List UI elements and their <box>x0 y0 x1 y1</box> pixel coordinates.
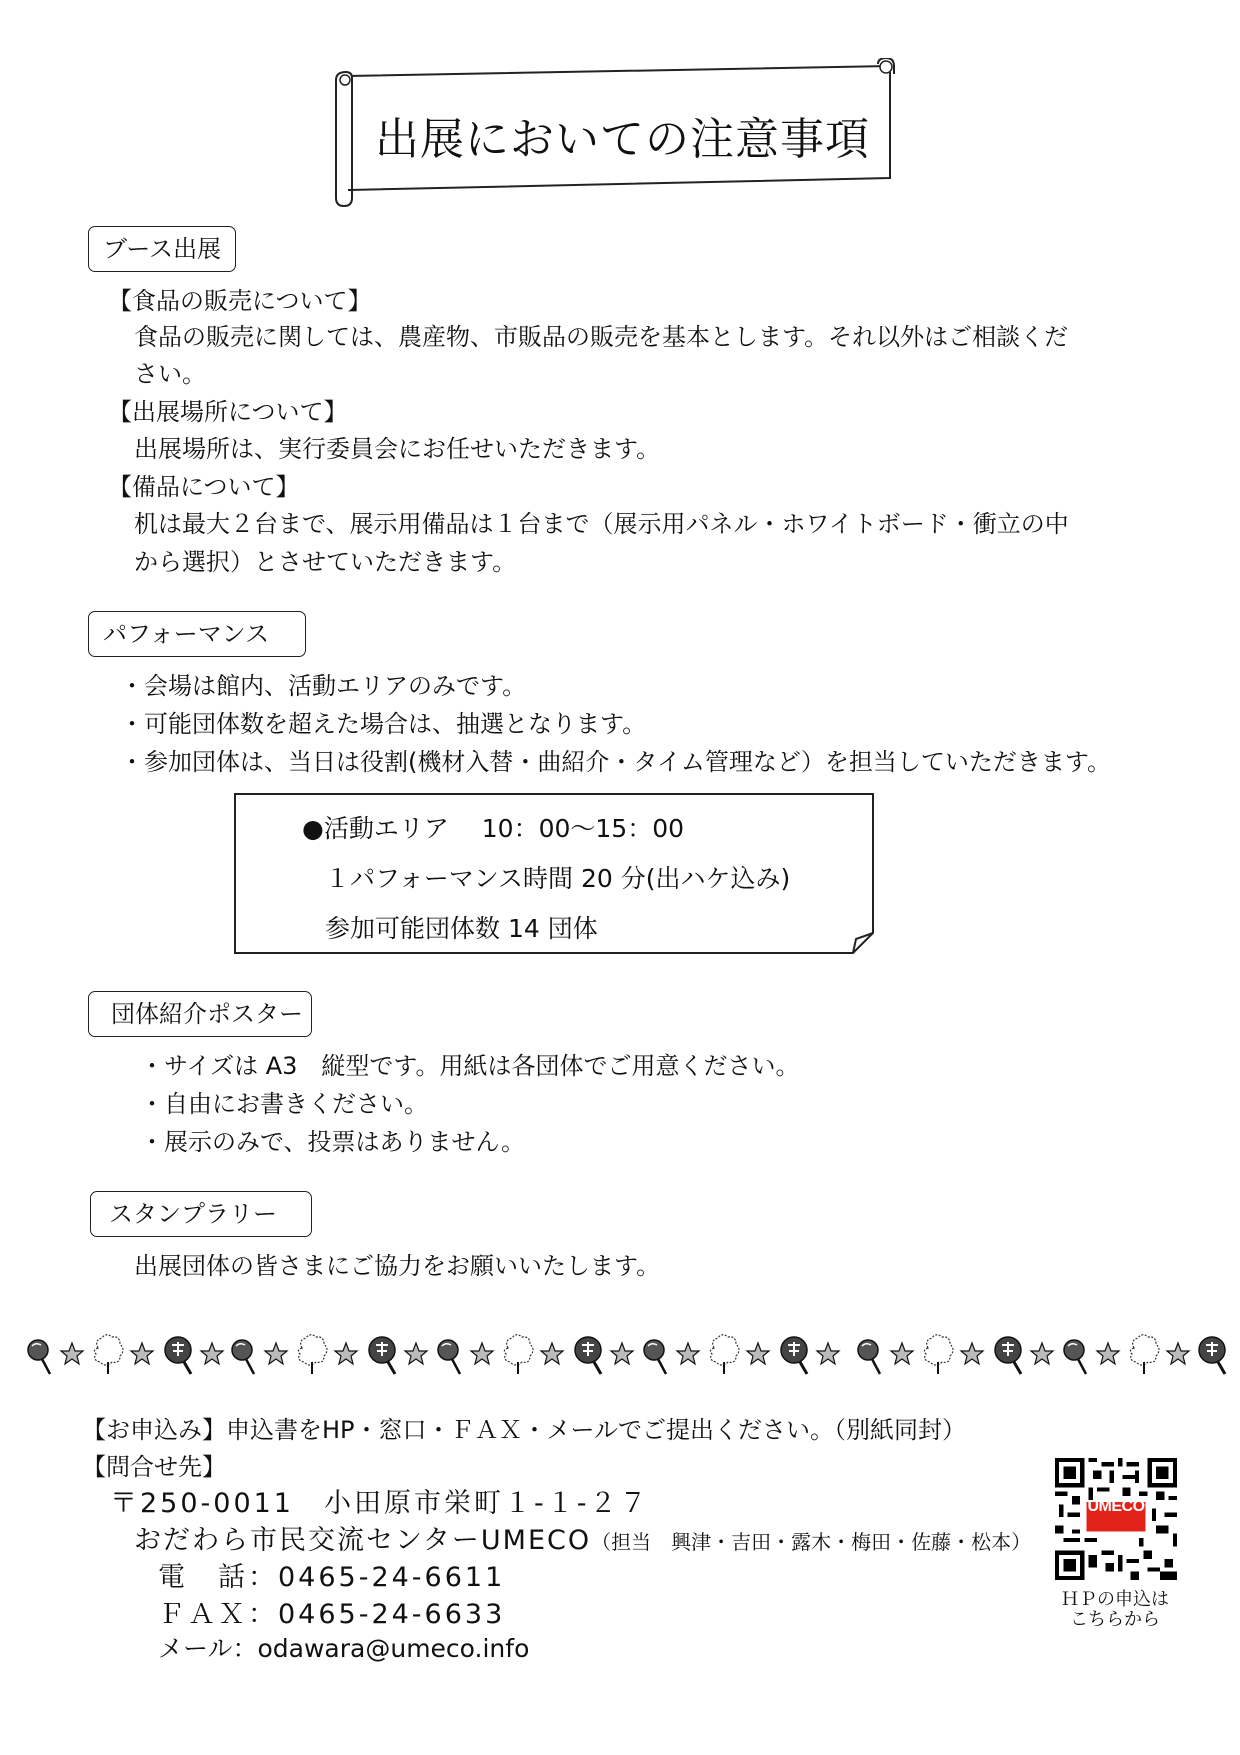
organization-name: おだわら市民交流センターUMECO <box>134 1525 592 1556</box>
organization-line <box>134 1518 1031 1557</box>
phone-number: 電 話：0465-24-6611 <box>158 1562 506 1593</box>
performance-duration: １パフォーマンス時間 20 分(出ハケ込み) <box>325 864 791 893</box>
email-address[interactable]: メール：odawara@umeco.info <box>158 1634 530 1663</box>
fax-number: ＦＡＸ：0465-24-6633 <box>158 1599 506 1630</box>
qr-caption-line2: こちらから <box>1070 1609 1160 1630</box>
performance-item-2: ・可能団体数を超えた場合は、抽選となります。 <box>120 710 647 738</box>
qr-logo-text: UMECO <box>1087 1498 1145 1515</box>
section-tag-performance: パフォーマンス <box>88 611 306 657</box>
inquiry-heading: 【問合せ先】 <box>82 1453 226 1481</box>
stamp-rally-text: 出展団体の皆さまにご協力をお願いいたします。 <box>134 1252 661 1280</box>
festival-decoration-border <box>20 1332 1230 1380</box>
location-text: 出展場所は、実行委員会にお任せいただきます。 <box>134 435 661 463</box>
poster-item-3: ・展示のみで、投票はありません。 <box>140 1128 525 1156</box>
location-heading: 【出展場所について】 <box>108 398 348 426</box>
food-text-line2: さい。 <box>134 360 206 388</box>
activity-area-hours: ●活動エリア 10：00～15：00 <box>302 814 685 843</box>
food-text-line1: 食品の販売に関しては、農産物、市販品の販売を基本とします。それ以外はご相談くだ <box>134 323 1069 351</box>
section-tag-stamp-rally: スタンプラリー <box>90 1191 312 1237</box>
section-tag-poster: 団体紹介ポスター <box>88 991 312 1037</box>
group-capacity: 参加可能団体数 14 団体 <box>325 914 598 943</box>
qr-caption <box>1030 1590 1200 1630</box>
performance-item-1: ・会場は館内、活動エリアのみです。 <box>120 672 527 700</box>
qr-caption-line1: ＨＰの申込は <box>1061 1589 1169 1610</box>
equipment-text-line1: 机は最大２台まで、展示用備品は１台まで（展示用パネル・ホワイトボード・衝立の中 <box>134 510 1069 538</box>
performance-item-3: ・参加団体は、当日は役割(機材入替・曲紹介・タイム管理など）を担当していただきます。 <box>120 748 1111 776</box>
application-info: 【お申込み】申込書をHP・窓口・ＦＡＸ・メールでご提出ください。（別紙同封） <box>82 1416 967 1444</box>
poster-item-1: ・サイズは A3 縦型です。用紙は各団体でご用意ください。 <box>140 1052 800 1080</box>
section-tag-booth: ブース出展 <box>88 226 236 272</box>
staff-names: （担当 興津・吉田・露木・梅田・佐藤・松本） <box>591 1530 1032 1554</box>
equipment-heading: 【備品について】 <box>108 473 300 501</box>
qr-code[interactable] <box>1055 1458 1177 1580</box>
food-heading: 【食品の販売について】 <box>108 287 372 315</box>
postal-address: 〒250-0011 小田原市栄町１-１-２７ <box>110 1488 650 1519</box>
page-title: 出展においての注意事項 <box>375 114 870 165</box>
poster-item-2: ・自由にお書きください。 <box>140 1090 428 1118</box>
equipment-text-line2: から選択）とさせていただきます。 <box>134 548 517 576</box>
